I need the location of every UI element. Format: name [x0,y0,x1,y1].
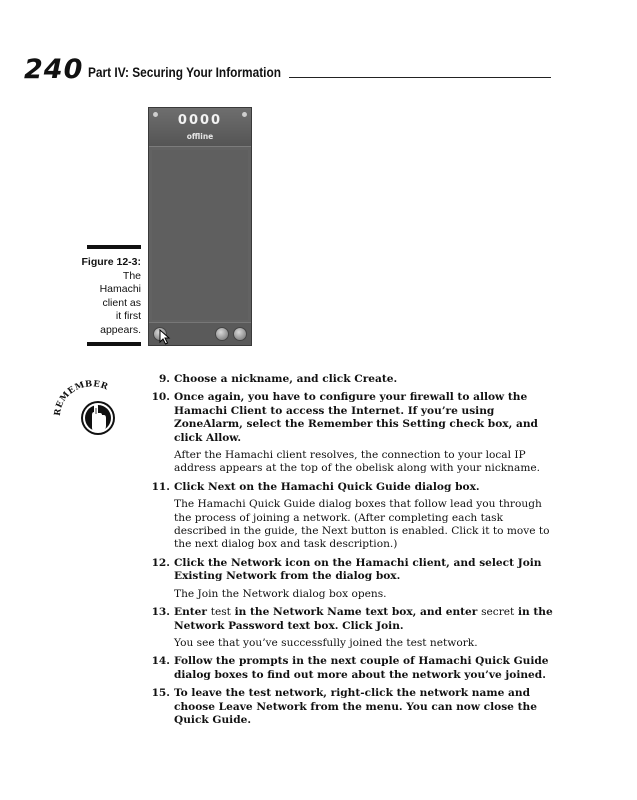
caption-rule-top [87,245,141,249]
step-detail: The Join the Network dialog box opens. [174,587,387,600]
caption-line: client as [102,296,141,309]
step-item [148,687,558,727]
step-detail: After the Hamachi client resolves, the connection to your local IP address appears at the top of the obelisk along with your nickname. [174,449,540,475]
step-item [148,373,558,386]
remember-icon-text: REMEMBER [52,380,110,417]
step-number: 10. [151,391,170,404]
mouse-pointer-icon [159,329,171,345]
instruction-text: Enter [174,606,211,619]
network-password-value: secret [481,606,515,619]
step-number: 9. [158,373,170,385]
caption-line: Hamachi [99,283,141,296]
step-item [148,606,558,650]
step-instruction: Click Next on the Hamachi Quick Guide dialog box. [174,480,480,493]
step-number: 15. [151,687,170,700]
step-item [148,557,558,601]
hamachi-toolbar [149,322,251,345]
step-detail: You see that you’ve successfully joined the test network. [174,636,478,649]
caption-line: appears. [100,323,141,336]
step-instruction: To leave the test network, right-click the network name and choose Leave Network from the menu. You can now close the Quick Guide. [174,687,537,726]
step-instruction: Click the Network icon on the Hamachi client, and select Join Existing Network from the dialog box. [174,556,542,583]
hamachi-status: offline [186,132,214,141]
hamachi-network-list[interactable] [152,150,248,320]
caption-rule-bottom [87,342,141,346]
step-number: 14. [151,655,170,668]
hamachi-address: 0000 [177,113,223,128]
step-instruction: Follow the prompts in the next couple of Hamachi Quick Guide dialog boxes to find out more about the network you’ve joined. [174,655,549,681]
step-number: 13. [151,606,170,619]
step-instruction [174,606,558,633]
remember-icon [52,380,132,442]
running-head: Part IV: Securing Your Information [88,65,281,80]
step-item [148,481,558,552]
figure-label: Figure 12-3: [81,256,141,268]
hamachi-client-window [148,107,252,346]
figure-caption [60,256,141,338]
network-name-value: test [210,606,231,619]
steps-list [148,373,558,732]
page-number: 240 [24,54,84,85]
network-button[interactable] [215,327,229,341]
hamachi-header [149,108,251,147]
instruction-text: in the Network Name text box, and enter [230,606,482,619]
step-instruction: Once again, you have to configure your firewall to allow the Hamachi Client to access the Internet. If you’re using ZoneAlarm, select the Remember this Setting check box, and click Allow. [174,391,538,444]
step-number: 12. [151,556,170,569]
step-instruction: Choose a nickname, and click Create. [174,373,398,385]
caption-line: it first [115,310,141,323]
caption-line: The [122,269,141,282]
header-rule [289,77,551,78]
step-detail: The Hamachi Quick Guide dialog boxes that follow lead you through the process of joining a network. (After completing each task described in the guide, the Next button is enabled. Click it to move to the next dialog box and task description.) [174,498,550,551]
step-item [148,655,558,682]
step-item [148,391,558,475]
settings-button[interactable] [233,327,247,341]
instruction-text: in the Network Password text box. Click Join. [174,606,553,632]
step-number: 11. [151,480,170,493]
